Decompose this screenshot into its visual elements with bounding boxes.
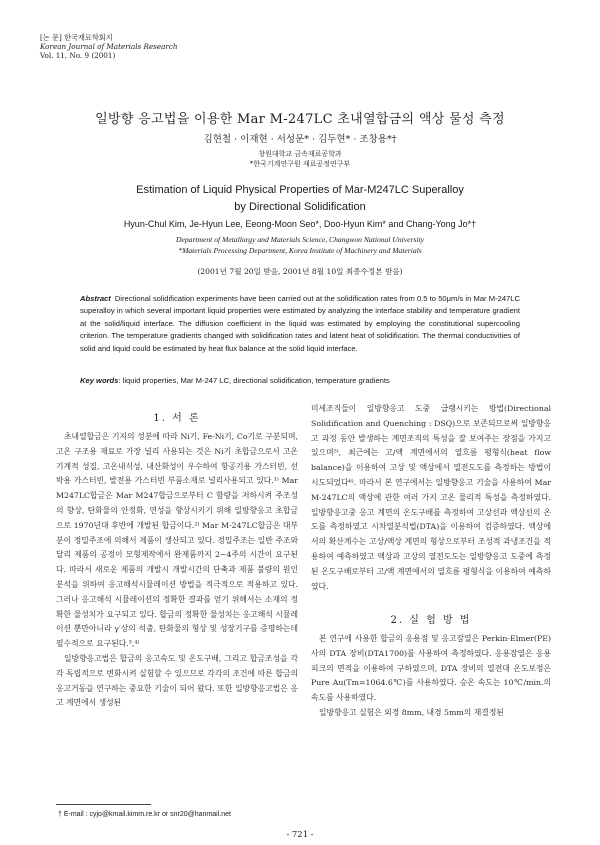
section-heading-introduction: 1. 서 론: [153, 413, 201, 424]
page-number: - 721 -: [286, 830, 314, 840]
authors-korean: 김현철 · 이재현 · 서성문* · 김두현* · 조창용*†: [203, 134, 397, 145]
paragraph: 초내열합금은 기지의 성분에 따라 Ni기, Fe-Ni기, Co기로 구분되며, 고온 구조용 재료로 가장 널리 사용되는 것은 Ni기 초합금으로서 고온 기계적 성질, 고온내식성, 내산화성이 우수하여 항공기용 가스터빈, 선박용 가스터빈, 발전용 가스터빈 부품소재로 널리사용되고 있다.¹⁾ Mar M247LC합금은 Mar M247합금으로부터 C 함량을 저하시켜 주조성의 향상, 탄화물의 안정화, 연성을 향상시키기 위해 일방향응고 초합금으로 1970년대 후반에 개발된 합금이다.²⁾ Mar M-247LC합금은 대부분이 정밀주조에 의해서 제품이 생산되고 있다. 정밀주조는 일반 주조와 달리 제품의 공정이 모형제작에서 완제품까지 2~4주의 시간이 요구된다. 따라서 새로운 제품의 개발시 개발시간의 단축과 제품 불량의 원인 분석을 위하여 응고해석시뮬레이션 방법을 적극적으로 적용하고 있다. 그러나 응고해석 시뮬레이션의 정확한 결과를 얻기 위해서는 소재의 정확한 물성치가 요구되고 있다. 합금의 정확한 물성치는 응고해석 시뮬레이션 뿐만아니라 γ′상의 석출, 탄화물의 형상 및 성장기구를 증명하는데 필수적으로 요구된다.³,⁴⁾: [56, 432, 298, 649]
received-dates: (2001년 7월 20일 받음, 2001년 8월 10일 최종수정본 받음): [197, 267, 403, 276]
title-korean: 일방향 응고법을 이용한 Mar M-247LC 초내열합금의 액상 물성 측정: [95, 112, 505, 127]
keywords: [80, 376, 520, 385]
title-english: [0, 182, 600, 216]
abstract-text: Directional solidification experiments have been carried out at the solidification rates from 0.5 to 50μm/s in Mar M-247LC superalloy in which several important liquid properties were estimated by analyzing the interface stability and temperature gradient at the solid/liquid interface. The diffusion coefficient in the liquid was estimated by employing the constitutional supercooling criterion. The temperature gradients changed with solidification rates and latent heat of solidification. The thermal conductivities of solid and liquid could be estimated by heat flux balance at the solid liquid interface.: [80, 294, 520, 353]
affiliation-ko-1: 창원대학교 금속재료공학과: [258, 150, 342, 158]
affiliation-en-2: *Materials Processing Department, Korea Institute of Machinery and Materials: [178, 245, 422, 255]
paragraph: 일방향응고 실험은 외경 8mm, 내경 5mm의 재결정된: [319, 707, 504, 717]
journal-name-ko: [논 문] 한국재료학회지: [40, 33, 113, 42]
journal-header: [40, 33, 178, 60]
affiliation-en-1: Department of Metallurgy and Materials Science, Changwon National University: [176, 235, 424, 244]
journal-volume: Vol. 11, No. 9 (2001): [40, 51, 116, 60]
paragraph: 일방향응고법은 합금의 응고속도 및 온도구배, 그리고 합금조성을 각각 독립적으로 변화시켜 실험할 수 있으므로 각각의 조건에 따른 합금의 응고거동을 연구하는 중요한 기술이 되어 왔다. 또한 일방향응고법은 응고 계면에서 생성된: [56, 653, 298, 708]
affiliations-english: [0, 235, 600, 256]
affiliations-korean: [0, 149, 600, 169]
footnote-divider: [56, 804, 151, 805]
footnote-email: † E-mail : cyjo@kmail.kimm.re.kr or snr20@hanmail.net: [58, 811, 231, 818]
right-column: [311, 402, 551, 594]
keywords-label: Key words: [80, 376, 119, 385]
paragraph: 본 연구에 사용한 합금의 응용점 및 응고잠열은 Perkin-Elmer(PE)사의 DTA 장비(DTA1700)를 사용하여 측정하였다. 응용잠열은 응용피크의 면적을 이용하여 구하였으며, DTA 장비의 열전대 온도보정은 Pure Au(Tm=1064.6℃)를 사용하였다. 승온 속도는 10℃/min.의 속도를 사용하였다.: [311, 634, 551, 703]
abstract-label: Abstract: [80, 294, 111, 303]
journal-name-en: Korean Journal of Materials Research: [40, 42, 178, 51]
left-column: [56, 430, 298, 711]
section-heading-methods: 2. 실 험 방 법: [390, 615, 472, 626]
title-en-line-2: by Directional Solidification: [234, 201, 366, 213]
authors-english: Hyun-Chul Kim, Je-Hyun Lee, Eeong-Moon Seo*, Doo-Hyun Kim* and Chang-Yong Jo*†: [123, 219, 477, 229]
right-column-methods: [311, 632, 551, 721]
keywords-text: : liquid properties, Mar M-247 LC, directional solidification, temperature gradients: [118, 376, 390, 385]
affiliation-ko-2: *한국기계연구원 재료공정연구부: [249, 160, 351, 168]
title-en-line-1: Estimation of Liquid Physical Properties of Mar-M247LC Superalloy: [136, 184, 464, 196]
paragraph: 미세조직들이 일방향응고 도중 급랭시키는 방법(Directional Solidification and Quenching : DSQ)으로 보존되므로써 일방향응고 과정 동안 발생하는 계면조직의 특성을 잘 보여주는 장점을 가지고 있으며⁵⁾, 최근에는 고/액 계면에서의 열흐름 평형식(heat flow balance)을 이용하여 고상 및 액상에서 열전도도를 측정하는 방법이 시도되었다⁶⁾. 따라서 본 연구에서는 일방향응고 기술을 사용하여 Mar M-247LC의 액상에 관한 여러 가지 고온 물리적 특성을 측정하였다. 일방향응고중 응고 계면의 온도구배를 측정하여 고상선과 액상선의 온도를 측정하였고 시차열분석법(DTA)을 이용하여 검증하였다. 액상에서의 확산계수는 고상/액상 계면의 형상으로부터 조성적 과냉조건을 적용하여 예측하였고 액상과 고상의 열전도도는 일방향응고 도중에 측정된 온도구배로부터 고/액 계면에서의 열흐름 평형식을 이용하여 예측하였다.: [311, 404, 551, 591]
abstract: [80, 293, 520, 355]
